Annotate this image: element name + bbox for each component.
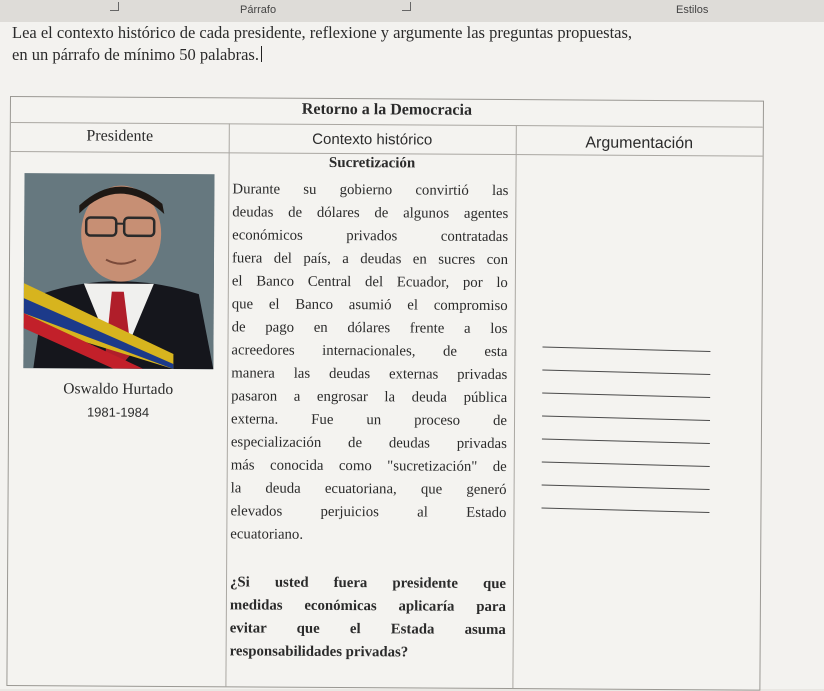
- answer-line[interactable]: [541, 507, 709, 513]
- context-line: manera las deudas externas privadas: [231, 362, 507, 387]
- context-line: más conocida como "sucretización" de: [231, 454, 507, 479]
- instructions-line-1: Lea el contexto histórico de cada presidente, reflexione y argumente las preguntas propuestas,: [12, 22, 792, 44]
- answer-line[interactable]: [542, 369, 710, 375]
- context-line: externa. Fue un proceso de: [231, 408, 507, 433]
- context-line: deudas de dólares de algunos agentes: [232, 201, 508, 226]
- instructions: [12, 22, 792, 66]
- context-line: pasaron a engrosar la deuda pública: [231, 385, 507, 410]
- header-context: Contexto histórico: [229, 130, 516, 149]
- president-name: Oswaldo Hurtado: [9, 380, 227, 399]
- answer-line[interactable]: [542, 461, 710, 467]
- answer-line[interactable]: [542, 346, 710, 352]
- context-subtitle: Sucretización: [229, 154, 516, 173]
- paragraph-group-label: Párrafo: [240, 4, 276, 16]
- answer-line[interactable]: [542, 484, 710, 490]
- democracy-table[interactable]: [6, 96, 764, 691]
- paragraph-launcher-icon[interactable]: [402, 2, 411, 11]
- context-line: ecuatoriano.: [230, 523, 506, 548]
- instructions-line-2: en un párrafo de mínimo 50 palabras.: [12, 45, 259, 64]
- answer-line[interactable]: [542, 392, 710, 398]
- question-line: medidas económicas aplicaría para: [230, 594, 506, 619]
- text-cursor: [261, 46, 262, 62]
- portrait-illustration: [23, 173, 214, 369]
- answer-line[interactable]: [542, 438, 710, 444]
- header-argument: Argumentación: [516, 134, 763, 154]
- document-page[interactable]: [0, 22, 824, 689]
- context-line: fuera del país, a deudas en sucres con: [232, 247, 508, 272]
- context-line: económicos privados contratadas: [232, 224, 508, 249]
- context-line: la deuda ecuatoriana, que generó: [231, 477, 507, 502]
- context-line: el Banco Central del Ecuador, por lo: [232, 270, 508, 295]
- table-title: Retorno a la Democracia: [11, 99, 763, 122]
- styles-group-label: Estilos: [676, 4, 708, 16]
- answer-line[interactable]: [542, 415, 710, 421]
- word-ribbon: [0, 0, 824, 23]
- dialog-launcher-icon[interactable]: [110, 2, 119, 11]
- question-line: responsabilidades privadas?: [230, 640, 506, 665]
- context-line: especialización de deudas privadas: [231, 431, 507, 456]
- president-portrait: [23, 173, 214, 369]
- president-years: 1981-1984: [9, 404, 227, 420]
- header-president: Presidente: [11, 127, 229, 146]
- question-line: evitar que el Estada asuma: [230, 617, 506, 642]
- context-line: que el Banco asumió el compromiso: [232, 293, 508, 318]
- context-line: de pago en dólares frente a los: [232, 316, 508, 341]
- context-line: Durante su gobierno convirtió las: [232, 178, 508, 203]
- context-line: acreedores internacionales, de esta: [231, 339, 507, 364]
- question-line: ¿Si usted fuera presidente que: [230, 571, 506, 596]
- context-line: elevados perjuicios al Estado: [230, 500, 506, 525]
